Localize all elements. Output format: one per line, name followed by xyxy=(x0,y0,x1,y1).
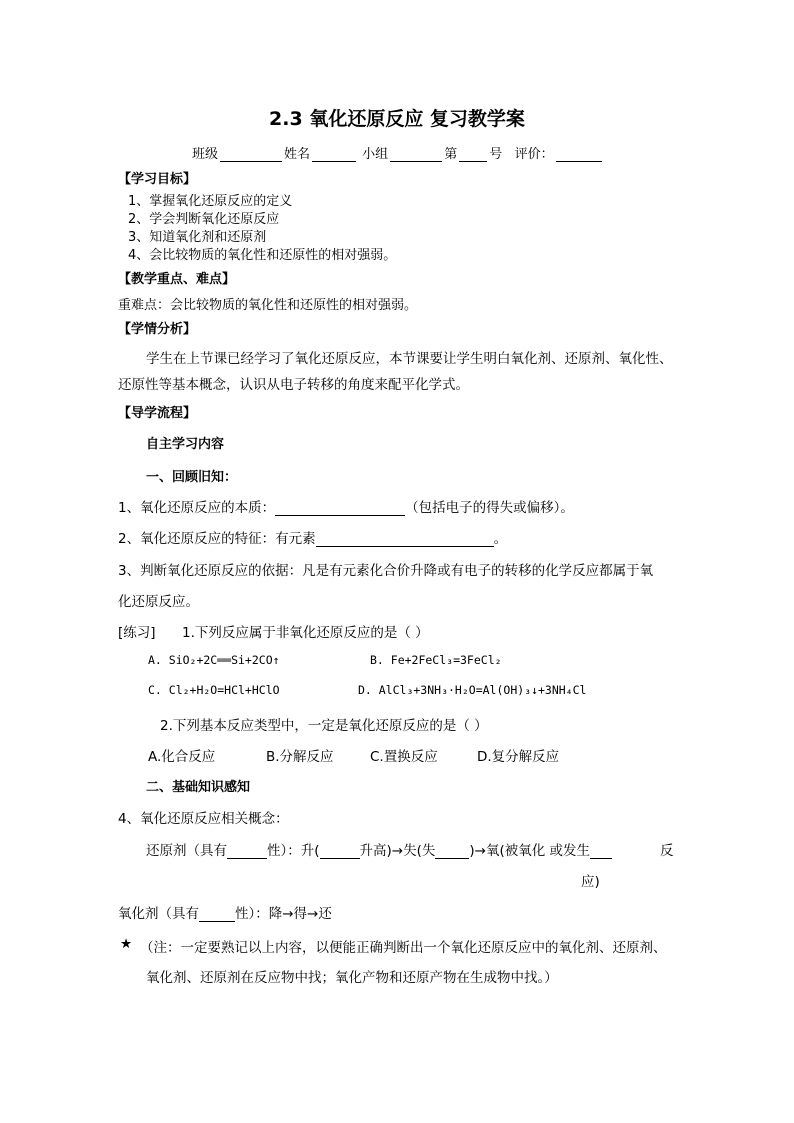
question-1-text: 1、氧化还原反应的本质： xyxy=(118,500,276,516)
group-blank[interactable] xyxy=(390,147,442,162)
keypoints-heading: 【教学重点、难点】 xyxy=(118,272,236,287)
objective-item: 2、学会判断氧化还原反应 xyxy=(128,212,280,227)
reducer-text-d: )→氧(被氧化 或发生 xyxy=(469,843,591,859)
question-3-line-1: 3、判断氧化还原反应的依据：凡是有元素化合价升降或有电子的转移的化学反应都属于氧 xyxy=(118,563,654,579)
reducer-text-e: 反 xyxy=(660,843,674,859)
question-4: 4、氧化还原反应相关概念： xyxy=(118,811,289,827)
reducer-blank-4[interactable] xyxy=(590,844,612,859)
p2-option-a[interactable]: A.化合反应 xyxy=(148,749,216,765)
student-info-line xyxy=(192,143,604,162)
question-1-note: （包括电子的得失或偏移）。 xyxy=(405,500,574,516)
p2-option-b[interactable]: B.分解反应 xyxy=(266,749,334,765)
analysis-line-1: 学生在上节课已经学习了氧化还原反应，本节课要让学生明白氧化剂、还原剂、氧化性、 xyxy=(146,351,673,367)
evaluation-label: 评价： xyxy=(514,147,554,162)
oxidizer-text-a: 氧化剂（具有 xyxy=(118,906,199,922)
practice-question-2: 2.下列基本反应类型中，一定是氧化还原反应的是（ ） xyxy=(160,718,488,734)
seat-prefix: 第 xyxy=(444,147,458,162)
document-title: 2.3 氧化还原反应 复习教学案 xyxy=(269,108,525,130)
oxidizer-text-b: 性）：降→得→还 xyxy=(235,906,332,922)
question-2-blank[interactable] xyxy=(316,532,494,547)
objectives-heading: 【学习目标】 xyxy=(118,172,197,187)
question-2-text: 2、氧化还原反应的特征：有元素 xyxy=(118,531,316,547)
keypoints-text: 重难点：会比较物质的氧化性和还原性的相对强弱。 xyxy=(118,298,418,313)
analysis-heading: 【学情分析】 xyxy=(118,322,197,337)
reducer-blank-1[interactable] xyxy=(227,844,267,859)
class-label: 班级 xyxy=(192,147,219,162)
reducer-blank-2[interactable] xyxy=(320,844,360,859)
objective-item: 3、知道氧化剂和还原剂 xyxy=(128,230,267,245)
p1-option-d[interactable]: D. AlCl₃+3NH₃·H₂O=Al(OH)₃↓+3NH₄Cl xyxy=(358,683,587,697)
reducer-text-a: 还原剂（具有 xyxy=(146,843,227,859)
evaluation-blank[interactable] xyxy=(556,147,602,162)
note-line-1: （注：一定要熟记以上内容，以便能正确判断出一个氧化还原反应中的氧化剂、还原剂、 xyxy=(140,940,667,956)
question-1-blank[interactable] xyxy=(275,501,405,516)
name-label: 姓名 xyxy=(284,147,311,162)
name-blank[interactable] xyxy=(312,147,356,162)
reducer-line xyxy=(146,839,612,859)
seat-suffix: 号 xyxy=(489,147,503,162)
group-label: 小组 xyxy=(362,147,389,162)
practice-label: [练习] xyxy=(118,625,156,641)
question-2 xyxy=(118,527,507,547)
objective-item: 4、会比较物质的氧化性和还原性的相对强弱。 xyxy=(128,248,397,263)
review-heading: 一、回顾旧知： xyxy=(146,470,238,485)
reducer-text-b: 性）：升( xyxy=(267,843,320,859)
note-line-2: 氧化剂、还原剂在反应物中找；氧化产物和还原产物在生成物中找。） xyxy=(146,970,558,986)
self-study-heading: 自主学习内容 xyxy=(146,437,225,452)
p1-option-b[interactable]: B. Fe+2FeCl₃=3FeCl₂ xyxy=(370,653,502,667)
p1-option-a[interactable]: A. SiO₂+2C══Si+2CO↑ xyxy=(148,653,280,667)
question-1 xyxy=(118,496,574,516)
flow-heading: 【导学流程】 xyxy=(118,406,197,421)
reducer-text-f: 应) xyxy=(581,874,600,890)
p2-option-c[interactable]: C.置换反应 xyxy=(370,749,438,765)
question-3-line-2: 化还原反应。 xyxy=(118,594,199,610)
practice-question-1: 1.下列反应属于非氧化还原反应的是（ ） xyxy=(182,625,429,641)
reducer-text-c: 升高)→失(失 xyxy=(359,843,436,859)
question-2-end: 。 xyxy=(493,531,508,547)
oxidizer-blank[interactable] xyxy=(199,907,235,922)
star-icon: ★ xyxy=(120,936,133,952)
seat-blank[interactable] xyxy=(459,147,487,162)
p2-option-d[interactable]: D.复分解反应 xyxy=(477,749,560,765)
class-blank[interactable] xyxy=(220,147,282,162)
p1-option-c[interactable]: C. Cl₂+H₂O=HCl+HClO xyxy=(148,683,280,697)
oxidizer-line xyxy=(118,902,332,922)
reducer-blank-3[interactable] xyxy=(435,844,469,859)
basic-knowledge-heading: 二、基础知识感知 xyxy=(146,780,251,795)
analysis-line-2: 还原性等基本概念，认识从电子转移的角度来配平化学式。 xyxy=(118,377,469,393)
objective-item: 1、掌握氧化还原反应的定义 xyxy=(128,194,293,209)
